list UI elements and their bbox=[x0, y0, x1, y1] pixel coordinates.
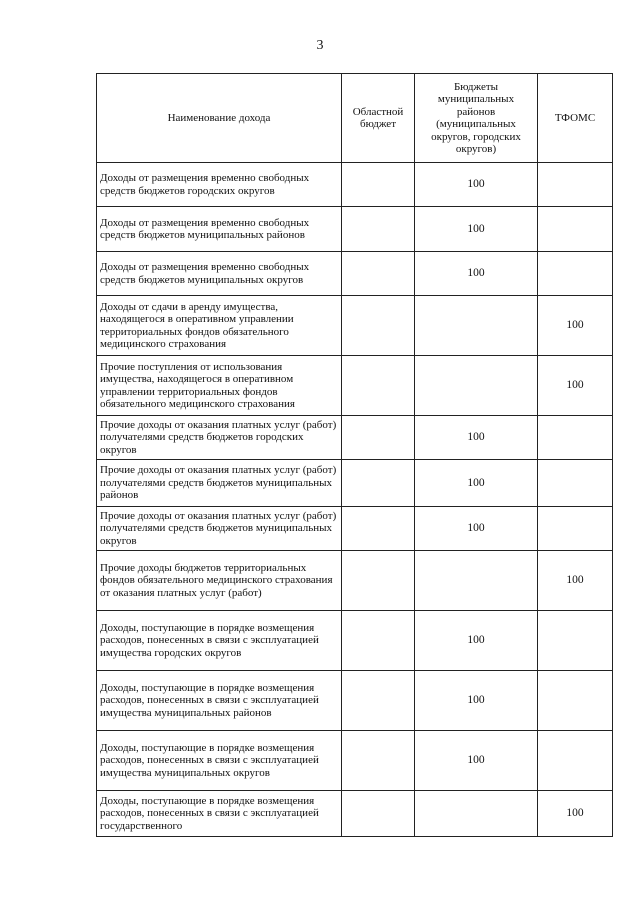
income-name-cell: Доходы, поступающие в порядке возмещения расходов, понесенных в связи с эксплуатацией государственного bbox=[97, 791, 342, 837]
page-number: 3 bbox=[316, 38, 324, 53]
regional-budget-cell bbox=[342, 356, 415, 416]
income-name-cell: Доходы, поступающие в порядке возмещения расходов, понесенных в связи с эксплуатацией имущества муниципальных округов bbox=[97, 731, 342, 791]
header-income-name: Наименование дохода bbox=[97, 74, 342, 163]
regional-budget-cell bbox=[342, 460, 415, 507]
income-name-cell: Прочие поступления от использования имущества, находящегося в оперативном управлении территориальных фондов обязательного медицинского страхования bbox=[97, 356, 342, 416]
table-row bbox=[97, 551, 613, 611]
municipal-budget-cell bbox=[415, 356, 538, 416]
table-row bbox=[97, 207, 613, 252]
table-row bbox=[97, 611, 613, 671]
table-row bbox=[97, 296, 613, 356]
municipal-budget-cell bbox=[415, 296, 538, 356]
regional-budget-cell bbox=[342, 163, 415, 207]
header-municipal-budgets: Бюджеты муниципальных районов (муниципальных округов, городских округов) bbox=[415, 74, 538, 163]
table-row bbox=[97, 163, 613, 207]
table-row bbox=[97, 507, 613, 551]
municipal-budget-cell: 100 bbox=[415, 460, 538, 507]
municipal-budget-cell: 100 bbox=[415, 611, 538, 671]
tfoms-cell bbox=[538, 611, 613, 671]
tfoms-cell bbox=[538, 252, 613, 296]
tfoms-cell: 100 bbox=[538, 356, 613, 416]
table-row bbox=[97, 671, 613, 731]
income-name-cell: Доходы от размещения временно свободных средств бюджетов муниципальных округов bbox=[97, 252, 342, 296]
table-row bbox=[97, 252, 613, 296]
table-row bbox=[97, 460, 613, 507]
tfoms-cell bbox=[538, 507, 613, 551]
municipal-budget-cell: 100 bbox=[415, 207, 538, 252]
municipal-budget-cell: 100 bbox=[415, 671, 538, 731]
table-row bbox=[97, 416, 613, 460]
table-body bbox=[97, 163, 613, 837]
header-tfoms: ТФОМС bbox=[538, 74, 613, 163]
income-name-cell: Доходы, поступающие в порядке возмещения расходов, понесенных в связи с эксплуатацией имущества муниципальных районов bbox=[97, 671, 342, 731]
header-row bbox=[97, 74, 613, 163]
income-name-cell: Прочие доходы от оказания платных услуг (работ) получателями средств бюджетов муниципальных районов bbox=[97, 460, 342, 507]
income-name-cell: Прочие доходы от оказания платных услуг (работ) получателями средств бюджетов муниципальных округов bbox=[97, 507, 342, 551]
table-row bbox=[97, 731, 613, 791]
tfoms-cell bbox=[538, 416, 613, 460]
tfoms-cell bbox=[538, 460, 613, 507]
table-row bbox=[97, 356, 613, 416]
tfoms-cell: 100 bbox=[538, 296, 613, 356]
municipal-budget-cell bbox=[415, 551, 538, 611]
tfoms-cell: 100 bbox=[538, 791, 613, 837]
table-header bbox=[97, 74, 613, 163]
tfoms-cell bbox=[538, 163, 613, 207]
tfoms-cell bbox=[538, 731, 613, 791]
regional-budget-cell bbox=[342, 252, 415, 296]
income-name-cell: Прочие доходы бюджетов территориальных фондов обязательного медицинского страхования от оказания платных услуг (работ) bbox=[97, 551, 342, 611]
regional-budget-cell bbox=[342, 671, 415, 731]
municipal-budget-cell: 100 bbox=[415, 416, 538, 460]
tfoms-cell bbox=[538, 207, 613, 252]
income-name-cell: Доходы от размещения временно свободных средств бюджетов городских округов bbox=[97, 163, 342, 207]
municipal-budget-cell: 100 bbox=[415, 163, 538, 207]
regional-budget-cell bbox=[342, 507, 415, 551]
regional-budget-cell bbox=[342, 296, 415, 356]
tfoms-cell bbox=[538, 671, 613, 731]
municipal-budget-cell: 100 bbox=[415, 731, 538, 791]
income-name-cell: Доходы, поступающие в порядке возмещения расходов, понесенных в связи с эксплуатацией имущества городских округов bbox=[97, 611, 342, 671]
regional-budget-cell bbox=[342, 551, 415, 611]
regional-budget-cell bbox=[342, 416, 415, 460]
regional-budget-cell bbox=[342, 207, 415, 252]
income-name-cell: Прочие доходы от оказания платных услуг (работ) получателями средств бюджетов городских округов bbox=[97, 416, 342, 460]
table-row bbox=[97, 791, 613, 837]
municipal-budget-cell: 100 bbox=[415, 507, 538, 551]
income-name-cell: Доходы от сдачи в аренду имущества, находящегося в оперативном управлении территориальных фондов обязательного медицинского страхования bbox=[97, 296, 342, 356]
income-name-cell: Доходы от размещения временно свободных средств бюджетов муниципальных районов bbox=[97, 207, 342, 252]
regional-budget-cell bbox=[342, 791, 415, 837]
municipal-budget-cell: 100 bbox=[415, 252, 538, 296]
municipal-budget-cell bbox=[415, 791, 538, 837]
regional-budget-cell bbox=[342, 731, 415, 791]
regional-budget-cell bbox=[342, 611, 415, 671]
income-distribution-table bbox=[96, 73, 613, 837]
tfoms-cell: 100 bbox=[538, 551, 613, 611]
header-regional-budget: Областной бюджет bbox=[342, 74, 415, 163]
